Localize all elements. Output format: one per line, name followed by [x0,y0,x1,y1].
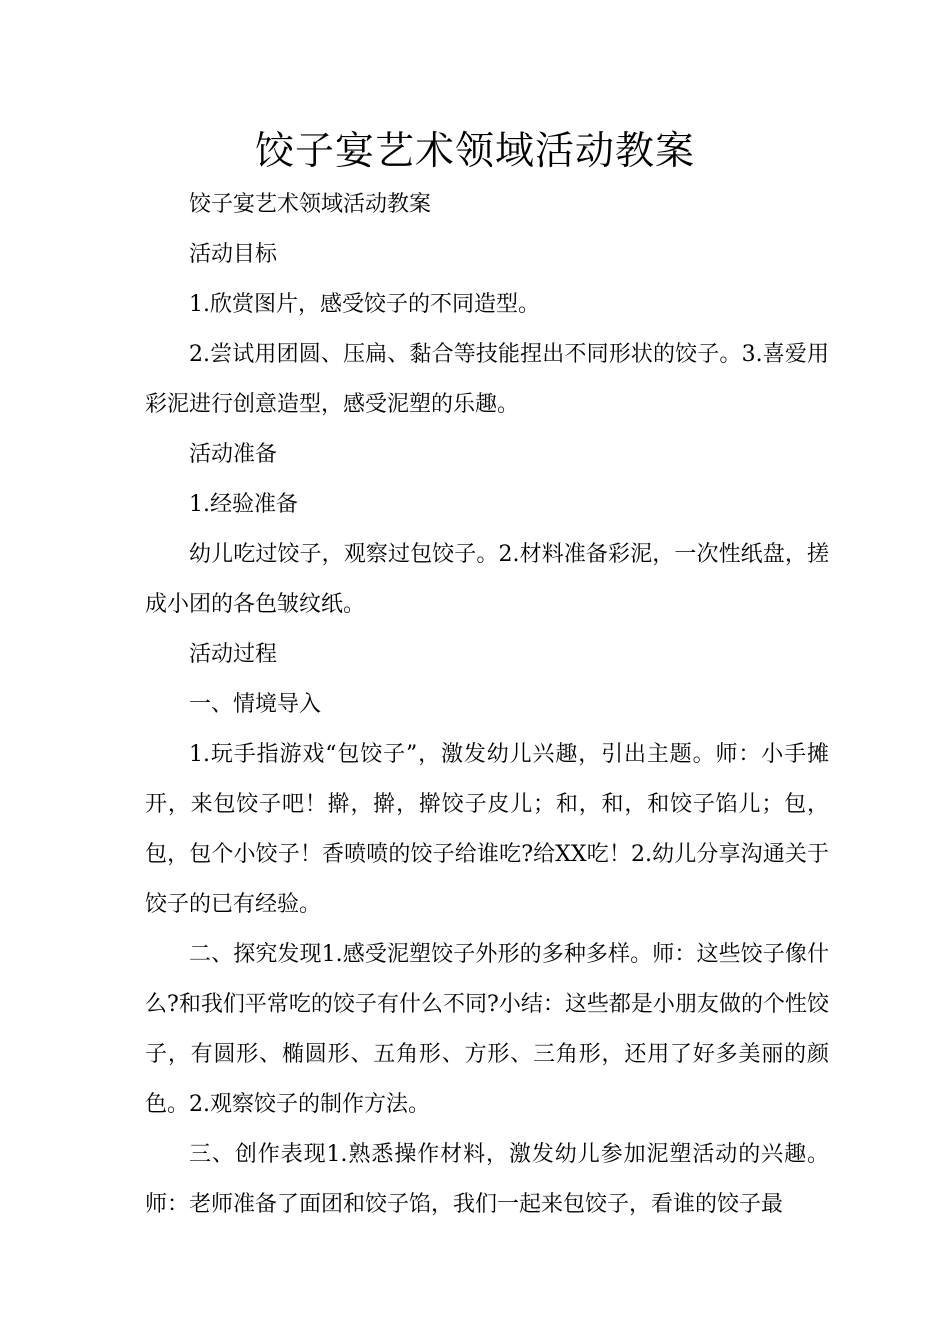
paragraph-prep-details: 幼儿吃过饺子，观察过包饺子。2.材料准备彩泥，一次性纸盘，搓成小团的各色皱纹纸。 [145,542,829,617]
heading-activity-process: 活动过程 [189,642,278,667]
document-title: 饺子宴艺术领域活动教案 [254,129,695,174]
heading-activity-preparation: 活动准备 [189,442,278,467]
document-body [145,180,829,1230]
paragraph-explore-discover: 二、探究发现1.感受泥塑饺子外形的多种多样。师：这些饺子像什么?和我们平常吃的饺子有什么不同?小结：这些都是小朋友做的个性饺子，有圆形、椭圆形、五角形、方形、三角形，还用了好多美丽的颜色。2.观察饺子的制作方法。 [145,942,829,1117]
paragraph-experience-prep: 1.经验准备 [189,492,298,517]
paragraph-subtitle: 饺子宴艺术领域活动教案 [189,192,432,217]
heading-activity-goals: 活动目标 [189,242,278,267]
paragraph-goal-1: 1.欣赏图片，感受饺子的不同造型。 [189,292,540,317]
heading-situation-intro: 一、情境导入 [189,692,322,717]
paragraph-create-express: 三、创作表现1.熟悉操作材料，激发幼儿参加泥塑活动的兴趣。师：老师准备了面团和饺子馅，我们一起来包饺子，看谁的饺子最 [145,1142,829,1217]
paragraph-goal-2-3: 2.尝试用团圆、压扁、黏合等技能捏出不同形状的饺子。3.喜爱用彩泥进行创意造型，感受泥塑的乐趣。 [145,342,829,417]
paragraph-finger-game: 1.玩手指游戏“包饺子”，激发幼儿兴趣，引出主题。师：小手摊开，来包饺子吧！擀，擀，擀饺子皮儿；和，和，和饺子馅儿；包，包，包个小饺子！香喷喷的饺子给谁吃?给XX吃！2.幼儿分享沟通关于饺子的已有经验。 [145,742,829,917]
